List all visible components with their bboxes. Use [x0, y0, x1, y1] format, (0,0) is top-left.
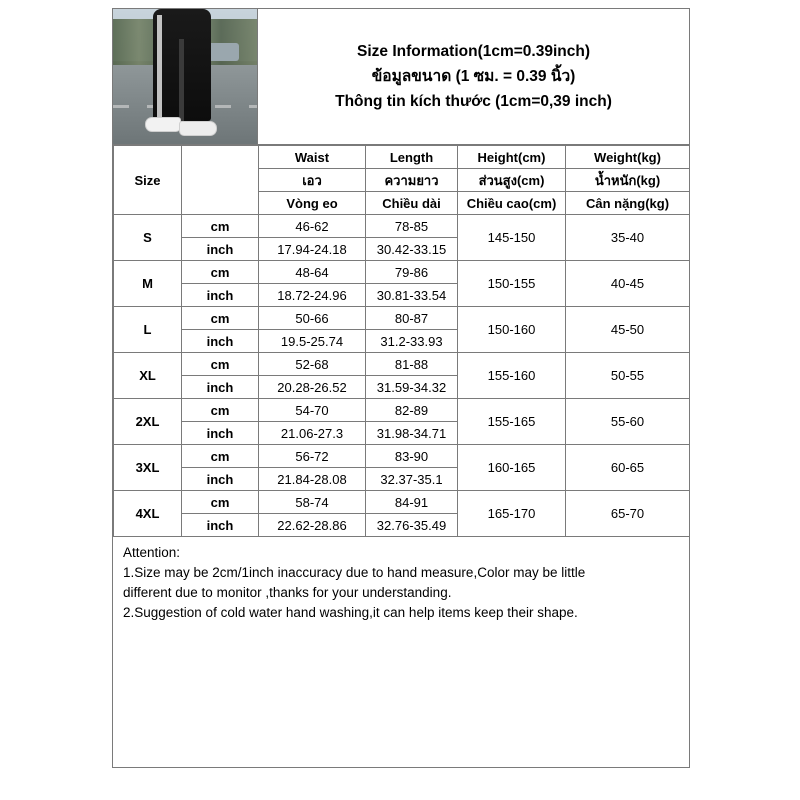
header-length-th: ความยาว — [366, 169, 458, 192]
row-length-inch: 31.59-34.32 — [366, 376, 458, 399]
row-unit-inch: inch — [182, 514, 259, 537]
header-waist-vi: Vòng eo — [259, 192, 366, 215]
row-weight: 50-55 — [566, 353, 690, 399]
row-unit-cm: cm — [182, 307, 259, 330]
title-line-en: Size Information(1cm=0.39inch) — [357, 43, 590, 60]
row-weight: 35-40 — [566, 215, 690, 261]
header-waist-en: Waist — [259, 146, 366, 169]
table-header-row-en — [114, 146, 690, 169]
table-row — [114, 215, 690, 238]
row-length-cm: 80-87 — [366, 307, 458, 330]
row-unit-cm: cm — [182, 261, 259, 284]
header-length-vi: Chiều dài — [366, 192, 458, 215]
row-length-inch: 31.2-33.93 — [366, 330, 458, 353]
row-weight: 40-45 — [566, 261, 690, 307]
table-row — [114, 307, 690, 330]
attention-line-2: different due to monitor ,thanks for your understanding. — [123, 585, 452, 600]
table-row — [114, 491, 690, 514]
title-block — [258, 9, 689, 144]
row-size-label: S — [114, 215, 182, 261]
header-height-en: Height(cm) — [458, 146, 566, 169]
row-size-label: M — [114, 261, 182, 307]
row-waist-inch: 19.5-25.74 — [259, 330, 366, 353]
header-size: Size — [114, 146, 182, 215]
header-weight-en: Weight(kg) — [566, 146, 690, 169]
row-height: 150-160 — [458, 307, 566, 353]
row-waist-inch: 17.94-24.18 — [259, 238, 366, 261]
row-length-inch: 30.81-33.54 — [366, 284, 458, 307]
row-unit-inch: inch — [182, 376, 259, 399]
photo-shoe-right — [179, 121, 217, 136]
row-weight: 65-70 — [566, 491, 690, 537]
title-line-vi: Thông tin kích thước (1cm=0,39 inch) — [335, 93, 612, 110]
attention-heading: Attention: — [123, 545, 181, 560]
row-waist-inch: 21.06-27.3 — [259, 422, 366, 445]
row-unit-inch: inch — [182, 238, 259, 261]
row-unit-inch: inch — [182, 468, 259, 491]
row-height: 155-160 — [458, 353, 566, 399]
header-unit-blank — [182, 146, 259, 215]
row-unit-cm: cm — [182, 215, 259, 238]
row-waist-cm: 56-72 — [259, 445, 366, 468]
row-height: 155-165 — [458, 399, 566, 445]
header-length-en: Length — [366, 146, 458, 169]
row-unit-cm: cm — [182, 399, 259, 422]
header-block — [113, 9, 689, 145]
row-waist-cm: 48-64 — [259, 261, 366, 284]
header-height-vi: Chiều cao(cm) — [458, 192, 566, 215]
row-height: 150-155 — [458, 261, 566, 307]
row-size-label: XL — [114, 353, 182, 399]
row-waist-cm: 54-70 — [259, 399, 366, 422]
row-length-cm: 82-89 — [366, 399, 458, 422]
row-waist-cm: 52-68 — [259, 353, 366, 376]
table-row — [114, 261, 690, 284]
row-height: 160-165 — [458, 445, 566, 491]
product-photo — [113, 9, 258, 144]
row-length-inch: 32.37-35.1 — [366, 468, 458, 491]
title-line-th: ข้อมูลขนาด (1 ซม. = 0.39 นิ้ว) — [371, 68, 576, 85]
size-chart-card — [112, 8, 690, 768]
row-height: 145-150 — [458, 215, 566, 261]
row-length-cm: 79-86 — [366, 261, 458, 284]
row-weight: 55-60 — [566, 399, 690, 445]
row-weight: 60-65 — [566, 445, 690, 491]
photo-shoe-left — [145, 117, 181, 132]
table-row — [114, 353, 690, 376]
header-height-th: ส่วนสูง(cm) — [458, 169, 566, 192]
row-unit-cm: cm — [182, 445, 259, 468]
row-size-label: 3XL — [114, 445, 182, 491]
row-waist-cm: 58-74 — [259, 491, 366, 514]
row-unit-cm: cm — [182, 491, 259, 514]
row-length-cm: 81-88 — [366, 353, 458, 376]
row-weight: 45-50 — [566, 307, 690, 353]
attention-line-1: 1.Size may be 2cm/1inch inaccuracy due to hand measure,Color may be little — [123, 565, 586, 580]
table-row — [114, 445, 690, 468]
row-length-inch: 32.76-35.49 — [366, 514, 458, 537]
row-length-cm: 78-85 — [366, 215, 458, 238]
row-length-cm: 84-91 — [366, 491, 458, 514]
row-height: 165-170 — [458, 491, 566, 537]
row-size-label: 4XL — [114, 491, 182, 537]
row-unit-cm: cm — [182, 353, 259, 376]
attention-block — [113, 537, 689, 627]
row-size-label: L — [114, 307, 182, 353]
header-weight-th: น้ำหนัก(kg) — [566, 169, 690, 192]
row-waist-cm: 50-66 — [259, 307, 366, 330]
row-size-label: 2XL — [114, 399, 182, 445]
row-unit-inch: inch — [182, 284, 259, 307]
row-waist-cm: 46-62 — [259, 215, 366, 238]
photo-pants-stripe — [157, 15, 162, 119]
table-row — [114, 399, 690, 422]
row-unit-inch: inch — [182, 330, 259, 353]
size-table — [113, 145, 690, 537]
row-unit-inch: inch — [182, 422, 259, 445]
attention-line-3: 2.Suggestion of cold water hand washing,it can help items keep their shape. — [123, 605, 578, 620]
header-waist-th: เอว — [259, 169, 366, 192]
row-waist-inch: 20.28-26.52 — [259, 376, 366, 399]
row-length-cm: 83-90 — [366, 445, 458, 468]
row-waist-inch: 21.84-28.08 — [259, 468, 366, 491]
header-weight-vi: Cân nặng(kg) — [566, 192, 690, 215]
row-waist-inch: 22.62-28.86 — [259, 514, 366, 537]
row-waist-inch: 18.72-24.96 — [259, 284, 366, 307]
row-length-inch: 30.42-33.15 — [366, 238, 458, 261]
row-length-inch: 31.98-34.71 — [366, 422, 458, 445]
